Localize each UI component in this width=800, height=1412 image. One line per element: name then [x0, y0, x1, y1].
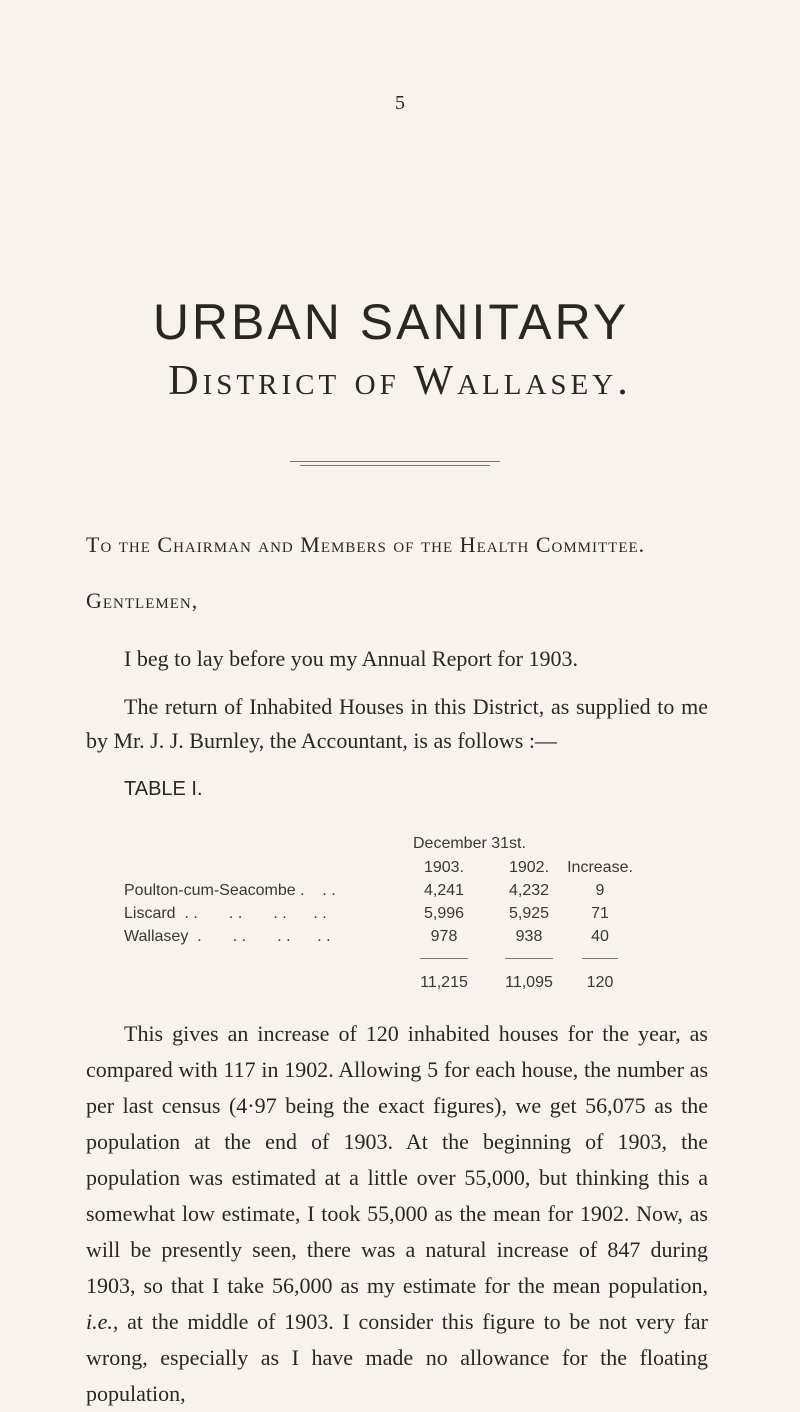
- divider-rule: [290, 461, 500, 462]
- table-total: 120: [586, 974, 614, 991]
- table-cell: 978: [430, 928, 458, 945]
- table-total: 11,095: [505, 974, 553, 991]
- report-title: URBAN SANITARY: [152, 294, 630, 350]
- paragraph-text: This gives an increase of 120 inhabited houses for the year, as compared with 117 in 1902. Allowing 5 for each house, the number as per last census (4·97 being the exact figures), we get 56,075 as the population at the end of 1903. At the beginning of 1903, the population was estimated at a little over 55,000, but thinking this a somewhat low estimate, I took 55,000 as the mean for 1902. Now, as will be presently seen, there was a natural increase of 847 during 1903, so that I take 56,000 as my estimate for the mean population,: [86, 1021, 708, 1298]
- paragraph-houses: The return of Inhabited Houses in this District, as supplied to me by Mr. J. J. Burnley, the Accountant, is as follows :—: [86, 694, 708, 753]
- table-row-name: Liscard . . . . . . . .: [124, 905, 327, 922]
- table-cell: 4,241: [423, 882, 465, 899]
- total-rule: [420, 958, 468, 959]
- table-period-header: December 31st.: [413, 835, 526, 852]
- salutation: Gentlemen,: [86, 588, 199, 613]
- paragraph-intro: I beg to lay before you my Annual Report for 1903.: [124, 646, 578, 671]
- column-header-1903: 1903.: [423, 859, 465, 876]
- table-row-name: Poulton-cum-Seacombe . . .: [124, 882, 336, 899]
- table-cell: 5,925: [508, 905, 550, 922]
- table-row-name: Wallasey . . . . . . .: [124, 928, 331, 945]
- paragraph-text-italic: i.e.,: [86, 1309, 119, 1334]
- table-cell: 9: [595, 882, 605, 899]
- report-subtitle: District of Wallasey.: [168, 358, 632, 404]
- divider-rule: [300, 465, 490, 466]
- column-header-1902: 1902.: [508, 859, 550, 876]
- table-cell: 938: [515, 928, 543, 945]
- page-number: 5: [395, 92, 405, 114]
- column-header-increase: Increase.: [567, 859, 633, 876]
- table-label: TABLE I.: [124, 778, 203, 800]
- table-cell: 4,232: [508, 882, 550, 899]
- table-total: 11,215: [420, 974, 468, 991]
- table-cell: 5,996: [423, 905, 465, 922]
- total-rule: [505, 958, 553, 959]
- total-rule: [582, 958, 618, 959]
- address-line: To the Chairman and Members of the Health Committee.: [86, 532, 646, 557]
- paragraph-text: at the middle of 1903. I consider this figure to be not very far wrong, especially as I have made no allowance for the floating population,: [86, 1309, 708, 1406]
- table-cell: 40: [591, 928, 609, 945]
- paragraph-population: [86, 1016, 708, 1412]
- table-cell: 71: [591, 905, 609, 922]
